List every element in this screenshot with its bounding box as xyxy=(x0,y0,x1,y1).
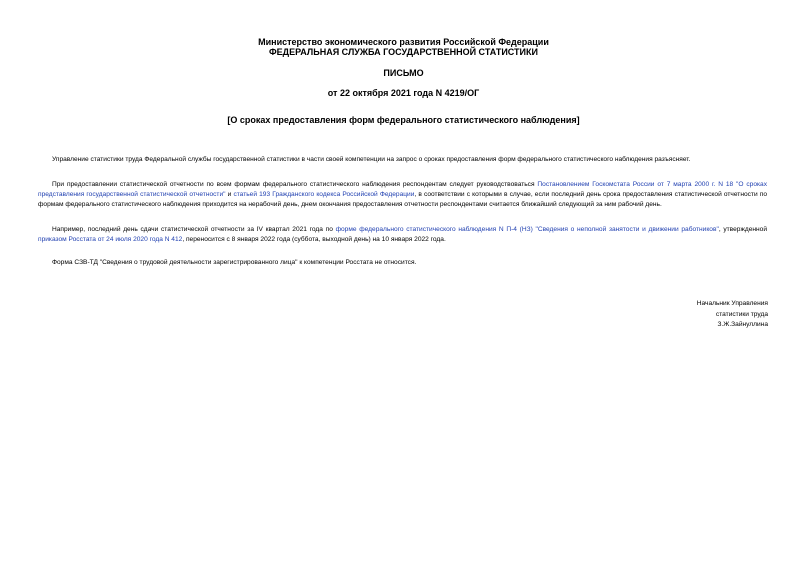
paragraph-3-text-2: , утвержденной xyxy=(718,226,767,233)
form-p4-link[interactable]: форме федерального статистического наблюдения N П-4 (НЗ) "Сведения о неполной занятости и движении работников" xyxy=(335,226,719,233)
paragraph-4: Форма СЗВ-ТД "Сведения о трудовой деятельности зарегистрированного лица" к компетенции Росстата не относится. xyxy=(52,259,417,266)
document-title: [О сроках предоставления форм федерального статистического наблюдения] xyxy=(227,115,580,125)
paragraph-3-text-1: Например, последний день сдачи статистической отчетности за IV квартал 2021 года по xyxy=(52,226,336,233)
paragraph-3 xyxy=(38,225,767,245)
goskomstat-resolution-link[interactable]: Постановлением Госкомстата России от 7 марта 2000 г. N 18 "О сроках представления государственной статистической отчетности" xyxy=(38,181,767,199)
signature-position: Начальник Управления xyxy=(696,300,768,307)
document-date-number: от 22 октября 2021 года N 4219/ОГ xyxy=(327,88,480,98)
paragraph-2 xyxy=(38,180,767,211)
ministry-heading: Министерство экономического развития Российской Федерации xyxy=(258,37,549,47)
paragraph-1: Управление статистики труда Федеральной службы государственной статистики в части своей компетенции на запрос о сроках предоставления форм федерального статистического наблюдения разъясняет. xyxy=(52,156,691,163)
paragraph-2-text-3: , в соответствии с которыми в случае, если последний день срока предоставления статистической отчетности по формам федерального статистического наблюдения приходится на нерабочий день, днем окончания предоставления отчетности респондентами считается ближайший следующий за ним рабочий день. xyxy=(38,191,767,209)
paragraph-2-text-2: и xyxy=(225,191,234,199)
service-heading: ФЕДЕРАЛЬНАЯ СЛУЖБА ГОСУДАРСТВЕННОЙ СТАТИСТИКИ xyxy=(269,47,538,57)
document-type: ПИСЬМО xyxy=(383,68,424,78)
paragraph-2-text-1: При предоставлении статистической отчетности по всем формам федерального статистического наблюдения респондентам следует руководствоваться xyxy=(52,181,538,188)
signature-block xyxy=(697,299,768,331)
signature-name: З.Ж.Зайнуллина xyxy=(717,321,768,329)
civil-code-article-link[interactable]: статьей 193 Гражданского кодекса Российской Федерации xyxy=(233,191,415,199)
signature-department: статистики труда xyxy=(715,310,768,318)
paragraph-3-text-3: , переносится с 8 января 2022 года (суббота, выходной день) на 10 января 2022 года. xyxy=(182,236,446,244)
rosstat-order-link[interactable]: приказом Росстата от 24 июля 2020 года N 412 xyxy=(38,236,183,244)
